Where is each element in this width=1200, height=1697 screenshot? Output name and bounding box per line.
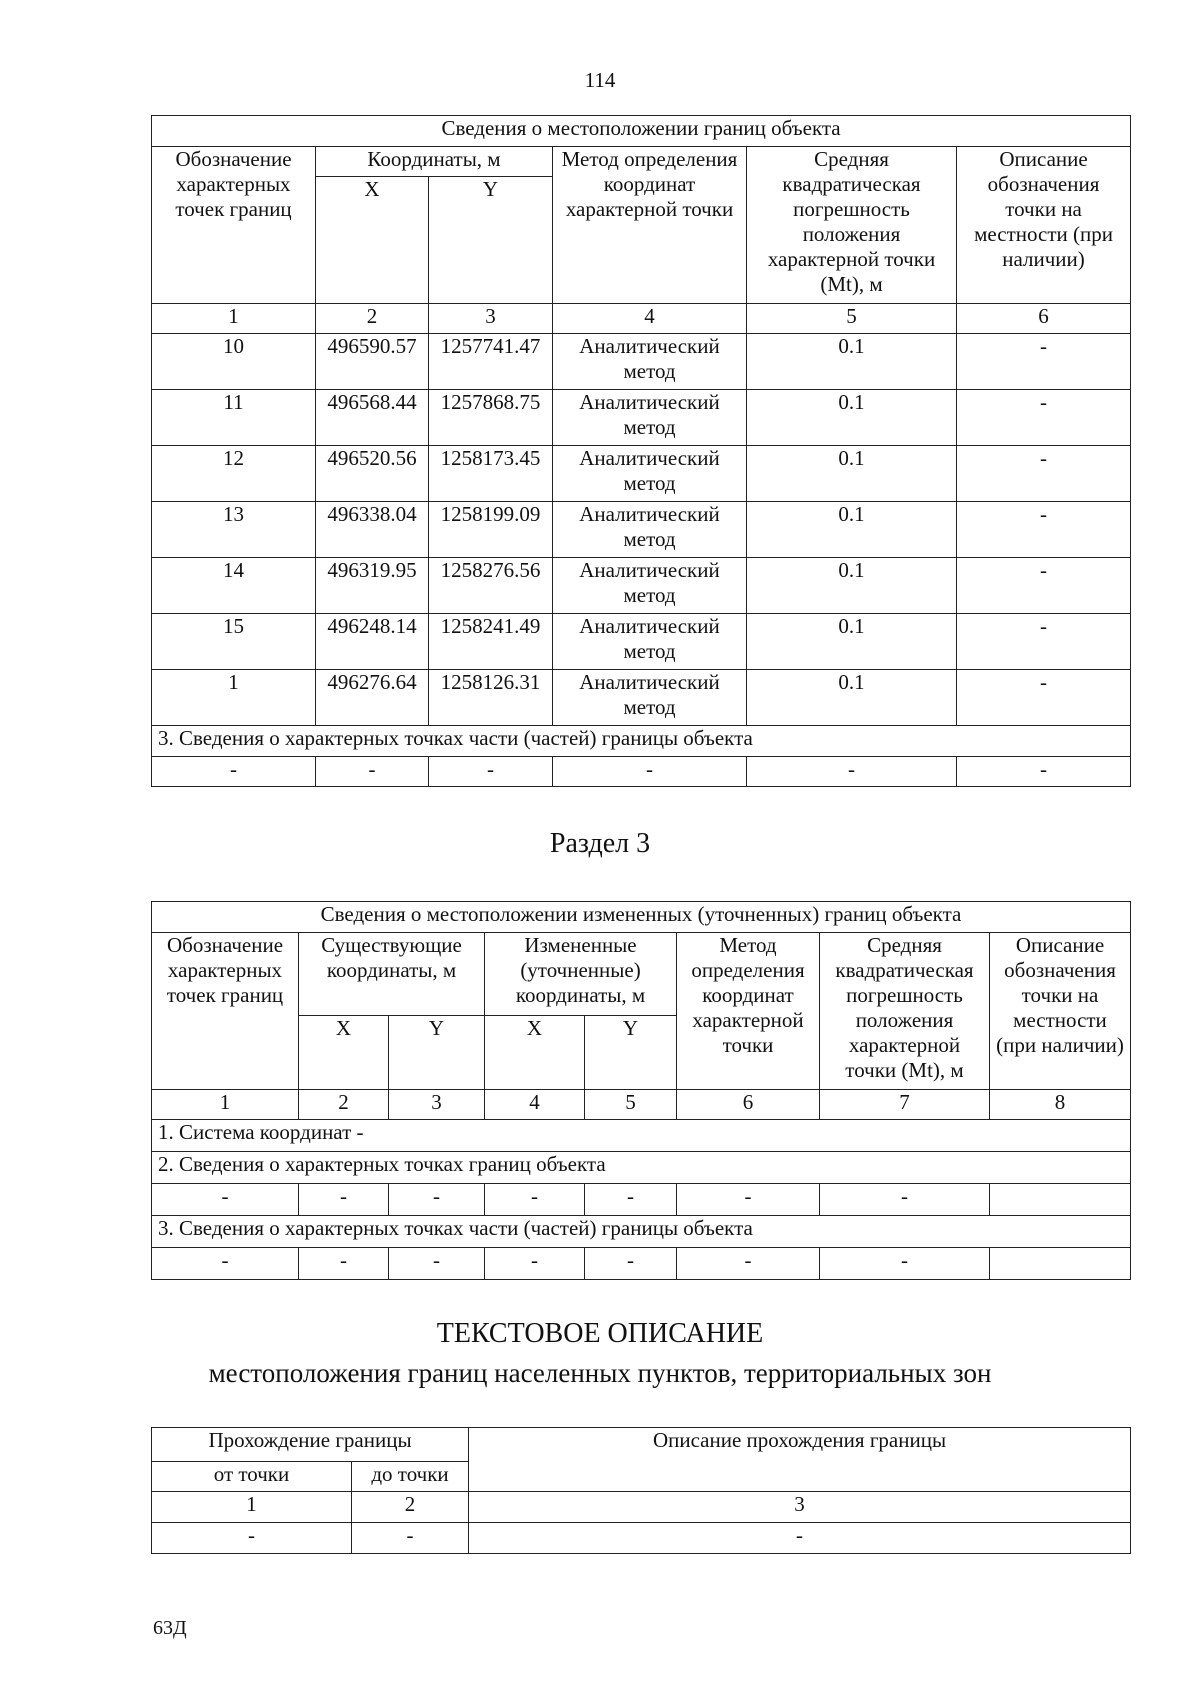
cell: - [820, 1184, 990, 1216]
header-description: Описание обозначения точки на местности (при наличии) [990, 933, 1131, 1090]
coord-y: 1258126.31 [429, 670, 553, 726]
error: 0.1 [747, 558, 957, 614]
method: Аналитический метод [553, 614, 747, 670]
header-passage: Прохождение границы [152, 1428, 469, 1462]
cell: - [316, 757, 429, 787]
points-heading: 2. Сведения о характерных точках границ объекта [152, 1152, 1131, 1184]
coord-y: 1258276.56 [429, 558, 553, 614]
error: 0.1 [747, 670, 957, 726]
point-id: 12 [152, 446, 316, 502]
header-existing-coordinates: Существующие координаты, м [299, 933, 485, 1016]
cell: - [152, 757, 316, 787]
description: - [957, 502, 1131, 558]
header-y: Y [585, 1016, 677, 1090]
header-from-point: от точки [152, 1462, 352, 1492]
header-y: Y [429, 177, 553, 304]
cell: - [747, 757, 957, 787]
cell: - [152, 1248, 299, 1280]
parts-heading: 3. Сведения о характерных точках части (частей) границы объекта [152, 1216, 1131, 1248]
cell: - [429, 757, 553, 787]
coord-x: 496338.04 [316, 502, 429, 558]
header-x: X [485, 1016, 585, 1090]
method: Аналитический метод [553, 502, 747, 558]
method: Аналитический метод [553, 390, 747, 446]
coord-x: 496520.56 [316, 446, 429, 502]
coord-x: 496568.44 [316, 390, 429, 446]
method: Аналитический метод [553, 334, 747, 390]
header-description: Описание прохождения границы [469, 1428, 1131, 1492]
coord-y: 1257868.75 [429, 390, 553, 446]
error: 0.1 [747, 390, 957, 446]
coord-y: 1258241.49 [429, 614, 553, 670]
column-number: 6 [677, 1090, 820, 1120]
error: 0.1 [747, 502, 957, 558]
table-row [152, 390, 1131, 446]
table-row [152, 1248, 1131, 1280]
header-x: X [299, 1016, 389, 1090]
boundary-location-table [151, 115, 1131, 787]
point-id: 11 [152, 390, 316, 446]
cell: - [677, 1184, 820, 1216]
point-id: 14 [152, 558, 316, 614]
table-row [152, 1184, 1131, 1216]
column-number: 3 [469, 1492, 1131, 1523]
column-number: 3 [429, 304, 553, 334]
header-description: Описание обозначения точки на местности (при наличии) [957, 147, 1131, 304]
coord-x: 496276.64 [316, 670, 429, 726]
cell: - [299, 1248, 389, 1280]
column-number: 6 [957, 304, 1131, 334]
coord-y: 1257741.47 [429, 334, 553, 390]
description: - [957, 670, 1131, 726]
column-number: 1 [152, 304, 316, 334]
column-number: 2 [316, 304, 429, 334]
column-number: 1 [152, 1492, 352, 1523]
table-title: Сведения о местоположении измененных (уточненных) границ объекта [152, 902, 1131, 933]
coordinate-system: 1. Система координат - [152, 1120, 1131, 1152]
boundary-passage-table [151, 1427, 1131, 1554]
table-row [152, 446, 1131, 502]
cell: - [585, 1248, 677, 1280]
cell: - [299, 1184, 389, 1216]
column-number: 2 [352, 1492, 469, 1523]
column-number: 3 [389, 1090, 485, 1120]
column-number: 1 [152, 1090, 299, 1120]
column-number: 8 [990, 1090, 1131, 1120]
description: - [957, 446, 1131, 502]
column-number: 4 [485, 1090, 585, 1120]
column-number: 7 [820, 1090, 990, 1120]
point-id: 15 [152, 614, 316, 670]
header-changed-coordinates: Измененные (уточненные) координаты, м [485, 933, 677, 1016]
changed-boundaries-table [151, 901, 1131, 1280]
method: Аналитический метод [553, 446, 747, 502]
cell: - [352, 1523, 469, 1554]
column-number: 5 [585, 1090, 677, 1120]
table-row [152, 502, 1131, 558]
coord-x: 496590.57 [316, 334, 429, 390]
cell: - [389, 1184, 485, 1216]
text-description-title: ТЕКСТОВОЕ ОПИСАНИЕ [436, 1318, 764, 1349]
cell [990, 1184, 1131, 1216]
point-id: 1 [152, 670, 316, 726]
error: 0.1 [747, 446, 957, 502]
parts-heading: 3. Сведения о характерных точках части (частей) границы объекта [152, 726, 1131, 757]
header-method: Метод определения координат характерной точки [553, 147, 747, 304]
table-title: Сведения о местоположении границ объекта [152, 116, 1131, 147]
column-number: 2 [299, 1090, 389, 1120]
table-row [152, 757, 1131, 787]
coord-y: 1258173.45 [429, 446, 553, 502]
header-error: Средняя квадратическая погрешность положения характерной точки (Mt), м [747, 147, 957, 304]
table-row [152, 558, 1131, 614]
description: - [957, 614, 1131, 670]
column-number: 4 [553, 304, 747, 334]
cell: - [677, 1248, 820, 1280]
cell: - [585, 1184, 677, 1216]
cell: - [485, 1184, 585, 1216]
cell [990, 1248, 1131, 1280]
coord-x: 496248.14 [316, 614, 429, 670]
table-row [152, 1523, 1131, 1554]
header-point: Обозначение характерных точек границ [152, 147, 316, 304]
coord-x: 496319.95 [316, 558, 429, 614]
header-coordinates: Координаты, м [316, 147, 553, 177]
header-to-point: до точки [352, 1462, 469, 1492]
cell: - [469, 1523, 1131, 1554]
header-error: Средняя квадратическая погрешность положения характерной точки (Mt), м [820, 933, 990, 1090]
text-description-subtitle: местоположения границ населенных пунктов, территориальных зон [208, 1358, 992, 1388]
error: 0.1 [747, 614, 957, 670]
error: 0.1 [747, 334, 957, 390]
table-row [152, 670, 1131, 726]
header-y: Y [389, 1016, 485, 1090]
method: Аналитический метод [553, 670, 747, 726]
cell: - [820, 1248, 990, 1280]
section-title: Раздел 3 [549, 828, 651, 859]
description: - [957, 558, 1131, 614]
page-number: 114 [584, 68, 616, 92]
description: - [957, 390, 1131, 446]
point-id: 13 [152, 502, 316, 558]
description: - [957, 334, 1131, 390]
footer-code: 63Д [153, 1617, 187, 1639]
header-method: Метод определения координат характерной точки [677, 933, 820, 1090]
cell: - [152, 1523, 352, 1554]
column-number: 5 [747, 304, 957, 334]
coord-y: 1258199.09 [429, 502, 553, 558]
table-row [152, 614, 1131, 670]
header-x: X [316, 177, 429, 304]
cell: - [957, 757, 1131, 787]
cell: - [485, 1248, 585, 1280]
cell: - [553, 757, 747, 787]
cell: - [389, 1248, 485, 1280]
table-row [152, 334, 1131, 390]
header-point: Обозначение характерных точек границ [152, 933, 299, 1090]
point-id: 10 [152, 334, 316, 390]
method: Аналитический метод [553, 558, 747, 614]
cell: - [152, 1184, 299, 1216]
